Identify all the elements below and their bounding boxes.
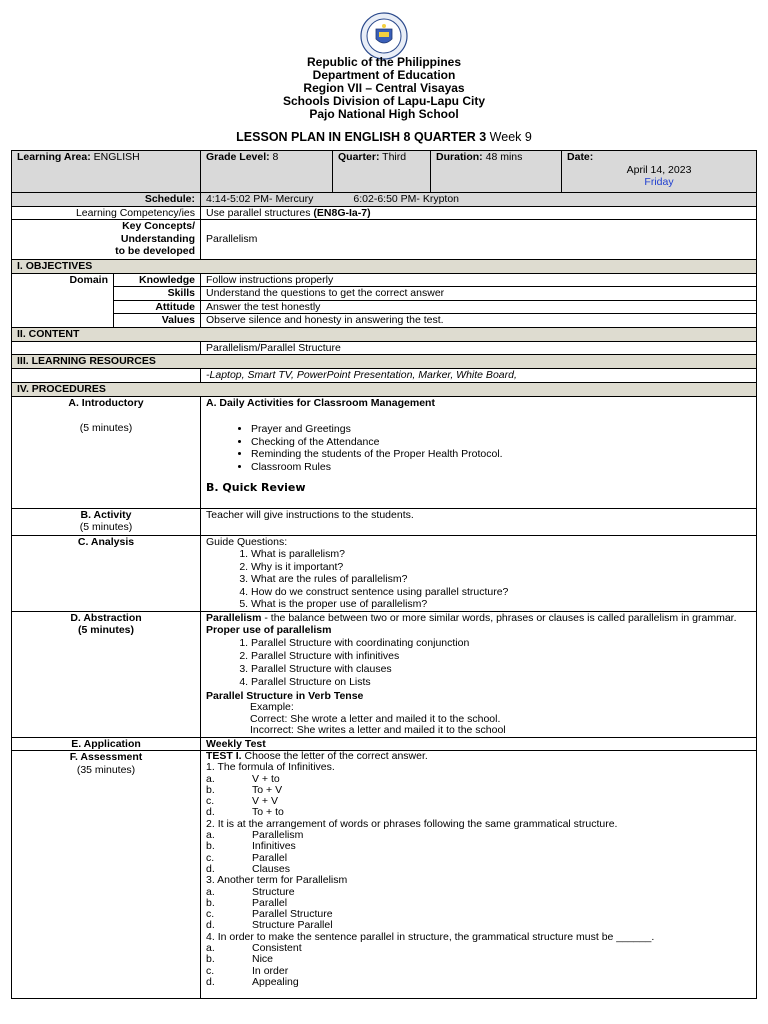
- analysis-label: C. Analysis: [12, 535, 201, 611]
- abstraction-content: Parallelism - the balance between two or more similar words, phrases or clauses is called parallelism in grammar. Proper use of parallelism 1. Parallel Structure with coordinating conjunction 2. Parallel Structure with infinitives 3. Parallel Structure with clauses 4. Parallel Structure on Lists Parallel Structure in Verb Tense Example: Correct: She wrote a letter and mailed it to the school. Incorrect: She writes a letter and mailed it to the school: [201, 611, 757, 737]
- abstraction-row: [12, 611, 757, 737]
- competency-row: [12, 206, 757, 220]
- application-label: E. Application: [12, 737, 201, 751]
- domain-label: Domain: [12, 273, 114, 327]
- question-3: 3. Another term for Parallelism: [206, 874, 348, 887]
- quick-review-title: B. Quick Review: [206, 481, 306, 494]
- grade-level-cell: Grade Level: 8: [201, 151, 333, 193]
- header-republic: Republic of the Philippines: [306, 55, 461, 69]
- option: a. Parallelism: [206, 829, 304, 842]
- list-item: 5. What is the proper use of parallelism?: [251, 598, 751, 611]
- proper-use-list: [206, 637, 751, 689]
- key-concepts-label: Key Concepts/ Understanding to be developed: [12, 220, 201, 260]
- objective-text: Observe silence and honesty in answering the test.: [201, 314, 757, 328]
- assessment-row: [12, 751, 757, 999]
- objective-text: Follow instructions properly: [201, 273, 757, 287]
- objective-row-knowledge: [12, 273, 757, 287]
- application-row: [12, 737, 757, 751]
- learning-area-cell: Learning Area: ENGLISH: [12, 151, 201, 193]
- daily-activities-title: A. Daily Activities for Classroom Management: [206, 396, 435, 409]
- schedule-row: [12, 193, 757, 207]
- analysis-row: [12, 535, 757, 611]
- date-cell: Date: April 14, 2023 Friday: [562, 151, 757, 193]
- list-item: • Classroom Rules: [251, 461, 751, 474]
- list-item: 3. Parallel Structure with clauses: [251, 663, 751, 676]
- list-item: 2. Why is it important?: [251, 561, 751, 574]
- content-row: [12, 341, 757, 355]
- list-item: 4. How do we construct sentence using parallel structure?: [251, 586, 751, 599]
- objective-label: Values: [114, 314, 201, 328]
- resources-heading: III. LEARNING RESOURCES: [12, 355, 757, 369]
- option: d. Appealing: [206, 975, 299, 988]
- application-text: Weekly Test: [201, 737, 757, 751]
- objective-label: Attitude: [114, 300, 201, 314]
- option: b. To + V: [206, 783, 283, 796]
- quarter-cell: Quarter: Third: [333, 151, 431, 193]
- question-1: 1. The formula of Infinitives.: [206, 761, 335, 774]
- activity-label-cell: B. Activity (5 minutes): [12, 508, 201, 535]
- objective-row-attitude: [12, 300, 757, 314]
- option: d. Structure Parallel: [206, 919, 333, 932]
- option: c. Parallel Structure: [206, 908, 333, 921]
- objective-label: Skills: [114, 287, 201, 301]
- header-division: Schools Division of Lapu-Lapu City: [282, 94, 485, 108]
- guide-questions-list: [206, 548, 751, 611]
- introductory-label-cell: A. Introductory (5 minutes): [12, 396, 201, 508]
- list-item: 1. What is parallelism?: [251, 548, 751, 561]
- list-item: • Checking of the Attendance: [251, 436, 751, 449]
- option: d. To + to: [206, 806, 284, 819]
- objective-row-skills: [12, 287, 757, 301]
- objective-text: Answer the test honestly: [201, 300, 757, 314]
- procedures-heading: IV. PROCEDURES: [12, 382, 757, 396]
- daily-activities-list: [206, 423, 751, 473]
- list-item: 3. What are the rules of parallelism?: [251, 573, 751, 586]
- key-concepts-value: Parallelism: [201, 220, 757, 260]
- objective-row-values: [12, 314, 757, 328]
- option: b. Infinitives: [206, 840, 296, 853]
- day-value: Friday: [644, 176, 674, 188]
- schedule-label: Schedule:: [12, 193, 201, 207]
- assessment-content: TEST I. Choose the letter of the correct answer. 1. The formula of Infinitives. a. V + to b. To + V c. V + V d. To + to 2. It is at the arrangement of words or phrases following the same grammatical structure. a. Parallelism b. Infinitives c. Parallel d. Clauses 3. Another term for Parallelism a. Structure b. Parallel c. Parallel Structure d. Structure Parallel 4. In order to make the sentence parallel in structure, the grammatical structure must be ______. a. Consistent b. Nice c. In order d. Appealing: [201, 751, 757, 999]
- option: b. Parallel: [206, 896, 288, 909]
- deped-seal-logo: [360, 12, 408, 60]
- competency-label: Learning Competency/ies: [12, 206, 201, 220]
- option: b. Nice: [206, 953, 274, 966]
- header-school: Pajo National High School: [309, 107, 459, 121]
- key-concepts-row: [12, 220, 757, 260]
- option: a. Consistent: [206, 942, 302, 955]
- objective-label: Knowledge: [114, 273, 201, 287]
- list-item: • Prayer and Greetings: [251, 423, 751, 436]
- resources-text: -Laptop, Smart TV, PowerPoint Presentation, Marker, White Board,: [201, 369, 757, 383]
- lesson-plan-title: LESSON PLAN IN ENGLISH 8 QUARTER 3 Week 9: [236, 130, 532, 144]
- competency-value: Use parallel structures (EN8G-Ia-7): [201, 206, 757, 220]
- option: a. V + to: [206, 772, 280, 785]
- abstraction-label-cell: D. Abstraction (5 minutes): [12, 611, 201, 737]
- option: c. V + V: [206, 795, 278, 808]
- header-department: Department of Education: [312, 68, 456, 82]
- objectives-heading-row: [12, 260, 757, 274]
- duration-cell: Duration: 48 mins: [431, 151, 562, 193]
- content-heading-row: [12, 327, 757, 341]
- introductory-content: [201, 396, 757, 508]
- objective-text: Understand the questions to get the correct answer: [201, 287, 757, 301]
- list-item: 1. Parallel Structure with coordinating conjunction: [251, 637, 751, 650]
- content-text: Parallelism/Parallel Structure: [201, 341, 757, 355]
- option: c. Parallel: [206, 851, 288, 864]
- date-value: April 14, 2023: [626, 163, 692, 176]
- activity-row: [12, 508, 757, 535]
- activity-text: Teacher will give instructions to the students.: [201, 508, 757, 535]
- procedures-heading-row: [12, 382, 757, 396]
- list-item: • Reminding the students of the Proper Health Protocol.: [251, 448, 751, 461]
- question-2: 2. It is at the arrangement of words or phrases following the same grammatical structure.: [206, 817, 618, 830]
- option: c. In order: [206, 964, 289, 977]
- schedule-value: 4:14-5:02 PM- Mercury 6:02-6:50 PM- Krypton: [201, 193, 757, 207]
- option: a. Structure: [206, 885, 295, 898]
- assessment-label-cell: F. Assessment (35 minutes): [12, 751, 201, 999]
- list-item: 2. Parallel Structure with infinitives: [251, 650, 751, 663]
- lesson-plan-table: [11, 150, 757, 999]
- objectives-heading: I. OBJECTIVES: [12, 260, 757, 274]
- list-item: 4. Parallel Structure on Lists: [251, 676, 751, 689]
- content-heading: II. CONTENT: [12, 327, 757, 341]
- header-region: Region VII – Central Visayas: [303, 81, 465, 95]
- resources-row: [12, 369, 757, 383]
- info-row: [12, 151, 757, 193]
- introductory-row: [12, 396, 757, 508]
- question-4: 4. In order to make the sentence parallel in structure, the grammatical structure must be ______.: [206, 930, 655, 943]
- option: d. Clauses: [206, 862, 290, 875]
- analysis-content: Guide Questions: 1. What is parallelism? 2. Why is it important? 3. What are the rules of parallelism? 4. How do we construct sentence using parallel structure? 5. What is the proper use of parallelism?: [201, 535, 757, 611]
- resources-heading-row: [12, 355, 757, 369]
